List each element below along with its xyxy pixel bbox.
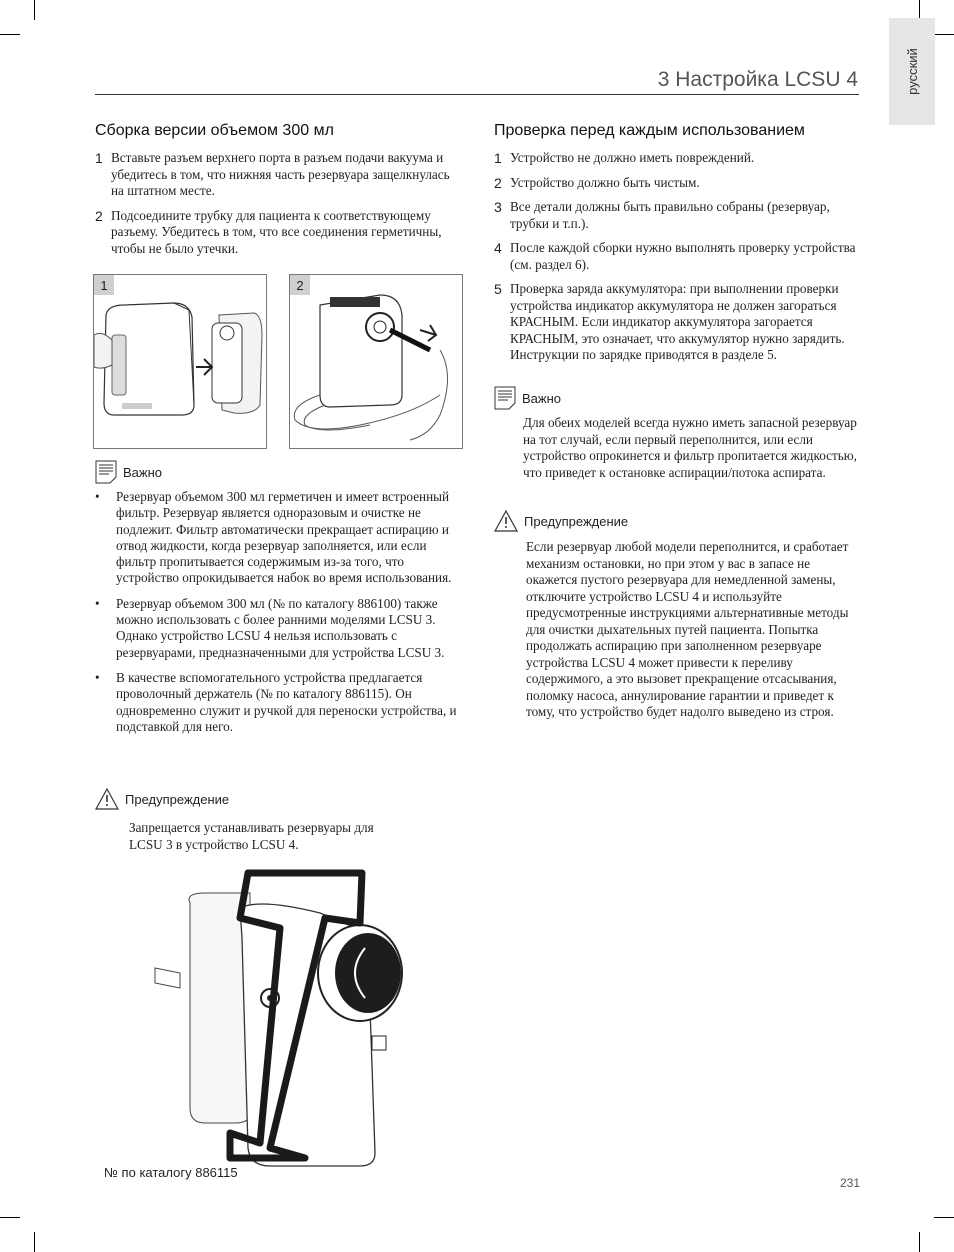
step-number: 1 (494, 150, 502, 166)
left-heading: Сборка версии объемом 300 мл (95, 122, 334, 139)
list-item: • Резервуар объемом 300 мл герметичен и имеет встроенный фильтр. Резервуар является одноразовым и очистке не подлежит. Фильтр автоматически прекращает аспирацию и отвод жидкости, когда резервуар заполняется, или если фильтр пропитывается содержимым из-за того, что устройство опрокидывается набок во время использования. (95, 489, 460, 587)
crop-mark (934, 34, 954, 35)
step-number: 5 (494, 281, 502, 297)
language-label: русский (904, 48, 920, 95)
list-item (494, 240, 859, 273)
list-item (494, 175, 859, 192)
device-with-wire-holder-illustration (150, 868, 450, 1178)
note-icon (494, 386, 516, 410)
step-text: Устройство не должно иметь повреждений. (510, 150, 755, 165)
warning-icon (494, 510, 518, 532)
crop-mark (0, 34, 20, 35)
list-item (494, 199, 859, 232)
step-text: Вставьте разъем верхнего порта в разъем подачи вакуума и убедитесь в том, что нижняя часть резервуара защелкнулась на штатном месте. (111, 150, 450, 198)
step-text: Подсоедините трубку для пациента к соответствующему разъему. Убедитесь в том, что все соединения герметичны, чтобы не было утечки. (111, 207, 442, 256)
step-text: Проверка заряда аккумулятора: при выполнении проверки устройства индикатор аккумулятора не должен загораться КРАСНЫМ. Если индикатор аккумулятора загорается КРАСНЫМ, это означает, что аккумулятор нужно зарядить. Инструкции по зарядке приводятся в разделе 5. (510, 281, 845, 362)
figure-number: 1 (94, 275, 114, 295)
step-number: 2 (494, 174, 502, 191)
important-title: Важно (522, 390, 562, 406)
important-title: Важно (123, 464, 163, 480)
crop-mark (0, 1217, 20, 1218)
warning-title: Предупреждение (125, 791, 230, 807)
catalog-caption: № по каталогу 886115 (104, 1165, 238, 1180)
right-heading: Проверка перед каждым использованием (494, 122, 805, 139)
header-rule (95, 94, 859, 95)
pre-use-check-steps (494, 150, 859, 372)
crop-mark (34, 0, 35, 20)
step-number: 2 (95, 207, 103, 224)
page-number: 231 (840, 1176, 861, 1190)
step-text: Все детали должны быть правильно собраны (резервуар, трубки и т.п.). (510, 199, 830, 231)
warning-text: Запрещается устанавливать резервуары для LCSU 3 в устройство LCSU 4. (129, 820, 374, 852)
list-item: • Резервуар объемом 300 мл (№ по каталогу 886100) также можно использовать с более ранними моделями LCSU 3. Однако устройство LCSU 4 нельзя использовать с резервуарами, предназначенными для устройства LCSU 3. (95, 596, 460, 661)
important-heading (494, 386, 561, 410)
warning-heading (494, 510, 628, 532)
warning-title: Предупреждение (524, 513, 629, 529)
warning-heading (95, 788, 229, 810)
crop-mark (919, 1232, 920, 1252)
tubing-connection-illustration (290, 275, 462, 448)
figure-number: 2 (290, 275, 310, 295)
device-reservoir-illustration (94, 275, 266, 448)
warning-text: Если резервуар любой модели переполнится, и сработает механизм остановки, но при этом у вас в запасе не окажется пустого резервуара для немедленной замены, отключите устройство LCSU 4 и используйте предусмотренные инструкциями альтернативные методы для очистки дыхательных путей пациента. Попытка продолжать аспирацию при заполненном резервуаре устройства LCSU 4 может привести к переливу содержимого, а это вызовет прекращение отсасывания, поломку насоса, аннулирование гарантии и приведет к тому, что устройство будет надолго выведено из строя. (526, 539, 849, 719)
list-item (95, 208, 460, 258)
assembly-steps (95, 150, 460, 265)
warning-icon (95, 788, 119, 810)
chapter-title: 3 Настройка LCSU 4 (657, 68, 858, 91)
list-item: • В качестве вспомогательного устройства предлагается проволочный держатель (№ по каталогу 886115). Он одновременно служит и ручкой для переноски устройства, и подставкой для него. (95, 670, 460, 735)
step-number: 4 (494, 240, 502, 256)
figure-1 (93, 274, 267, 449)
step-number: 1 (95, 150, 103, 166)
crop-mark (919, 0, 920, 20)
step-text: Устройство должно быть чистым. (510, 174, 700, 190)
crop-mark (934, 1217, 954, 1218)
crop-mark (34, 1232, 35, 1252)
list-item (95, 150, 460, 200)
note-icon (95, 460, 117, 484)
important-heading (95, 460, 162, 484)
important-bullets (95, 489, 460, 744)
language-tab (889, 18, 935, 125)
list-item (494, 281, 859, 364)
step-text: После каждой сборки нужно выполнять проверку устройства (см. раздел 6). (510, 240, 856, 272)
list-item (494, 150, 859, 167)
figure-2 (289, 274, 463, 449)
important-text: Для обеих моделей всегда нужно иметь запасной резервуар на тот случай, если первый переполнится, или если устройство опрокинется и фильтр пропитается жидкостью, что приведет к остановке аспирации/потока аспирата. (523, 415, 857, 480)
step-number: 3 (494, 199, 502, 215)
